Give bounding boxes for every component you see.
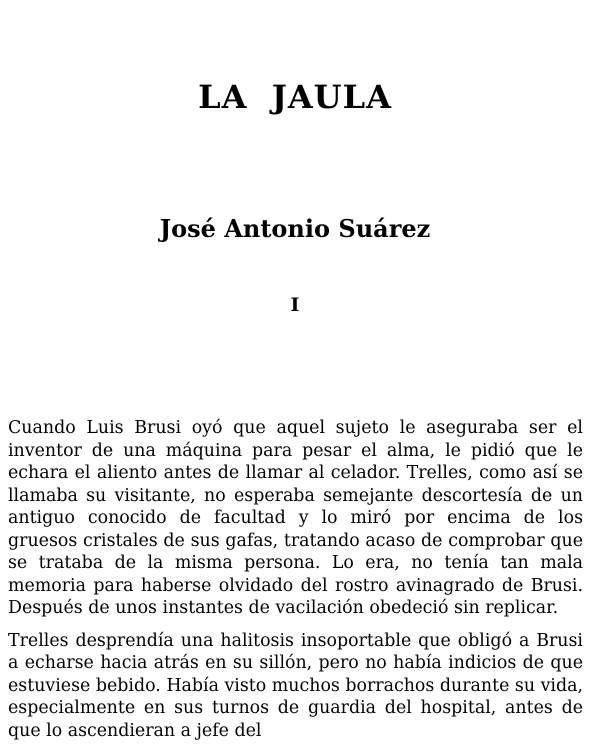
body-text (8, 417, 583, 750)
author-name: José Antonio Suárez (159, 214, 431, 243)
chapter-number: I (290, 294, 300, 316)
paragraph: Trelles desprendía una halitosis insoportable que obligó a Brusi a echarse hacia atrás en su sillón, pero no había indicios de que estuviese bebido. Había visto muchos borrachos durante su vida, especialmente en sus turnos de guardia del hospital, antes de que lo ascendieran a jefe del (8, 630, 583, 741)
document-title: LA JAULA (198, 78, 392, 116)
paragraph: Cuando Luis Brusi oyó que aquel sujeto le aseguraba ser el inventor de una máquina para pesar el alma, le pidió que le echara el aliento antes de llamar al celador. Trelles, como así se llamaba su visitante, no esperaba semejante descortesía de un antiguo conocido de facultad y lo miró por encima de los gruesos cristales de sus gafas, tratando acaso de comprobar que se trataba de la misma persona. Lo era, no tenía tan mala memoria para haberse olvidado del rostro avinagrado de Brusi. Después de unos instantes de vacilación obedeció sin replicar. (8, 418, 583, 618)
